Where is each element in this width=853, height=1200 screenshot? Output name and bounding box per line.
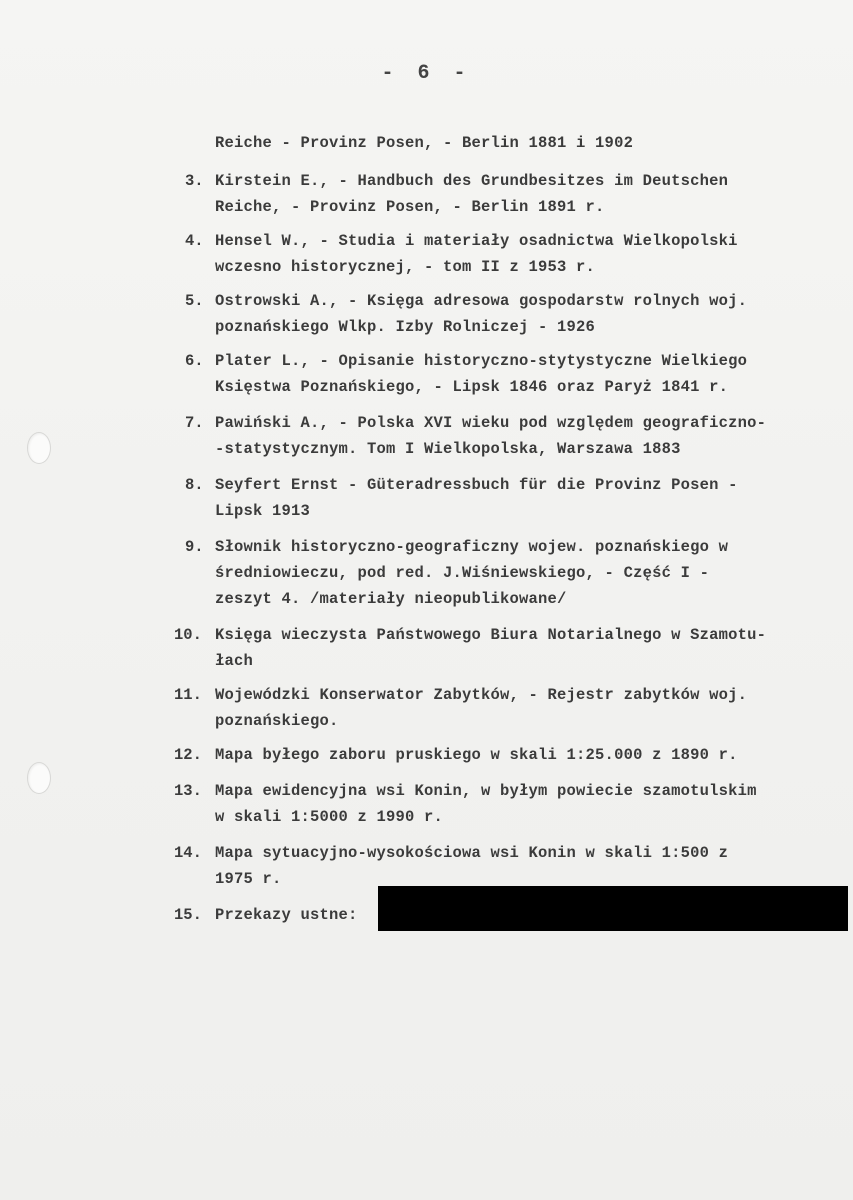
- entry-line: Kirstein E., - Handbuch des Grundbesitzes im Deutschen: [215, 172, 729, 190]
- continuation-line: Reiche - Provinz Posen, - Berlin 1881 i 1902: [215, 134, 634, 152]
- entry-number: 7.: [185, 414, 204, 432]
- entry-line: średniowieczu, pod red. J.Wiśniewskiego, - Część I -: [215, 564, 710, 582]
- entry-line: Wojewódzki Konserwator Zabytków, - Rejestr zabytków woj.: [215, 686, 748, 704]
- entry-number: 6.: [185, 352, 204, 370]
- entry-line: Księga wieczysta Państwowego Biura Notarialnego w Szamotu-: [215, 626, 767, 644]
- entry-number: 5.: [185, 292, 204, 310]
- entry-line: 1975 r.: [215, 870, 282, 888]
- entry-line: Przekazy ustne:: [215, 906, 358, 924]
- redaction-box: [378, 886, 848, 931]
- entry-line: Plater L., - Opisanie historyczno-stytystyczne Wielkiego: [215, 352, 748, 370]
- entry-line: Księstwa Poznańskiego, - Lipsk 1846 oraz Paryż 1841 r.: [215, 378, 729, 396]
- entry-line: Słownik historyczno-geograficzny wojew. poznańskiego w: [215, 538, 729, 556]
- entry-line: Seyfert Ernst - Güteradressbuch für die Provinz Posen -: [215, 476, 738, 494]
- entry-line: Lipsk 1913: [215, 502, 311, 520]
- entry-number: 11.: [174, 686, 202, 704]
- entry-line: Hensel W., - Studia i materiały osadnictwa Wielkopolski: [215, 232, 738, 250]
- entry-line: Pawiński A., - Polska XVI wieku pod względem geograficzno-: [215, 414, 767, 432]
- entry-line: zeszyt 4. /materiały nieopublikowane/: [215, 590, 567, 608]
- entry-number: 10.: [174, 626, 202, 644]
- entry-line: łach: [215, 652, 254, 670]
- entry-number: 13.: [174, 782, 202, 800]
- entry-line: poznańskiego Wlkp. Izby Rolniczej - 1926: [215, 318, 596, 336]
- entry-number: 12.: [174, 746, 202, 764]
- entry-number: 9.: [185, 538, 204, 556]
- entry-line: w skali 1:5000 z 1990 r.: [215, 808, 444, 826]
- entry-line: Ostrowski A., - Księga adresowa gospodarstw rolnych woj.: [215, 292, 748, 310]
- entry-number: 14.: [174, 844, 202, 862]
- entry-line: Reiche, - Provinz Posen, - Berlin 1891 r.: [215, 198, 605, 216]
- entry-line: wczesno historycznej, - tom II z 1953 r.: [215, 258, 596, 276]
- page-number: - 6 -: [381, 62, 472, 85]
- entry-line: Mapa ewidencyjna wsi Konin, w byłym powiecie szamotulskim: [215, 782, 757, 800]
- entry-line: Mapa byłego zaboru pruskiego w skali 1:25.000 z 1890 r.: [215, 746, 738, 764]
- entry-number: 4.: [185, 232, 204, 250]
- entry-line: -statystycznym. Tom I Wielkopolska, Warszawa 1883: [215, 440, 681, 458]
- entry-line: poznańskiego.: [215, 712, 339, 730]
- entry-line: Mapa sytuacyjno-wysokościowa wsi Konin w skali 1:500 z: [215, 844, 729, 862]
- entry-number: 15.: [174, 906, 202, 924]
- entry-number: 8.: [185, 476, 204, 494]
- entry-number: 3.: [185, 172, 204, 190]
